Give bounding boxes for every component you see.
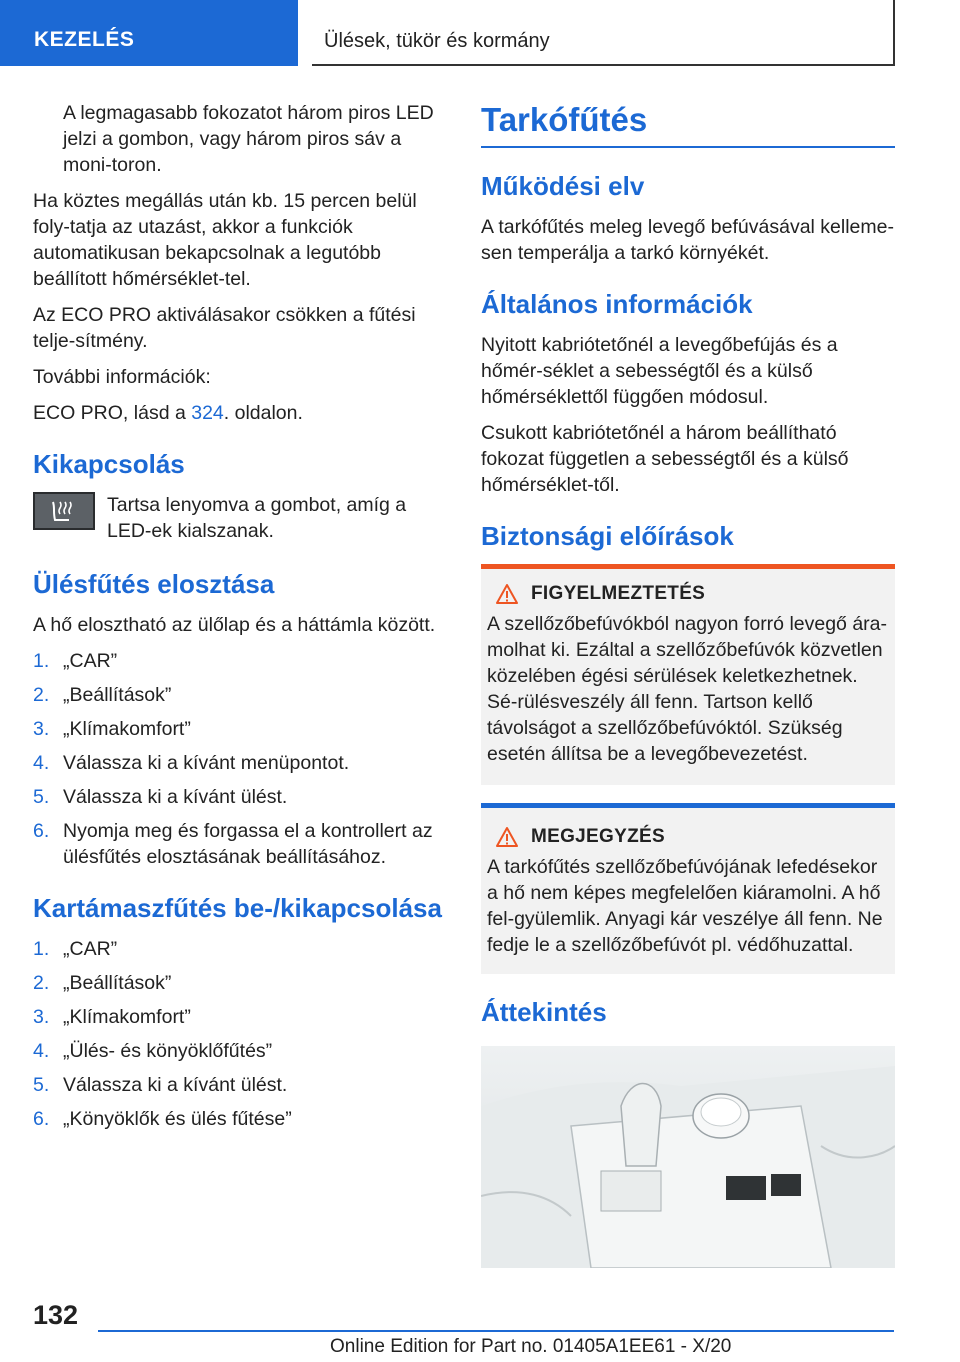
note-triangle-icon bbox=[495, 826, 519, 848]
left-column bbox=[33, 100, 447, 1140]
warning-box bbox=[481, 564, 895, 785]
list-item: 3. „Klímakomfort” bbox=[33, 1006, 191, 1028]
page-number: 132 bbox=[33, 1300, 79, 1330]
list-item: 4. Válassza ki a kívánt menüpontot. bbox=[33, 752, 350, 774]
list-item: 6. Nyomja meg és forgassa el a kontrollert az ülésfűtés elosztásának beállításához. bbox=[33, 820, 433, 868]
heading-general: Általános információk bbox=[481, 289, 753, 319]
general-text-open: Nyitott kabriótetőnél a levegőbefújás és a hőmér-séklet a sebességtől és a külső hőmérséklettől függően módosul. bbox=[481, 334, 838, 408]
note-label: MEGJEGYZÉS bbox=[531, 826, 665, 847]
header-section-label: KEZELÉS bbox=[34, 28, 135, 51]
warning-text: A szellőzőbefúvókból nagyon forró levegő ára-molhat ki. Ezáltal a szellőzőbefúvók közvetlen közelében égési sérülések keletkezhetnek. Sé-rülésveszély áll fenn. Tartson kellő távolságot a szellőzőbefúvóktól. Szükség esetén állítsa be a levegőbevezetést. bbox=[487, 613, 887, 765]
list-item: 1. „CAR” bbox=[33, 650, 118, 672]
note-box bbox=[481, 803, 895, 974]
list-item: 5. Válassza ki a kívánt ülést. bbox=[33, 1074, 288, 1096]
heading-distribution: Ülésfűtés elosztása bbox=[33, 569, 275, 599]
armrest-steps bbox=[33, 936, 447, 1132]
note-text: A tarkófűtés szellőzőbefúvójának lefedésekor a hő nem képes megfelelően kiáramolni. A hő fel-gyülemlik. Anyagi kár veszélye áll fenn. Ne fedje le a szellőzőbefúvót pl. védőhuzattal. bbox=[487, 856, 883, 956]
right-column bbox=[481, 100, 895, 1268]
heading-overview: Áttekintés bbox=[481, 997, 607, 1027]
heading-principle: Működési elv bbox=[481, 171, 645, 201]
general-text-closed: Csukott kabriótetőnél a három beállítható fokozat független a sebességtől és a külső hőmérséklet-től. bbox=[481, 422, 849, 496]
header-section-tab bbox=[0, 0, 298, 66]
principle-text: A tarkófűtés meleg levegő befúvásával kelleme-sen temperálja a tarkó környékét. bbox=[481, 216, 894, 264]
warning-label: FIGYELMEZTETÉS bbox=[531, 583, 706, 604]
list-item: 5. Válassza ki a kívánt ülést. bbox=[33, 786, 288, 808]
list-item: 2. „Beállítások” bbox=[33, 684, 172, 706]
main-title: Tarkófűtés bbox=[481, 100, 895, 148]
list-item: 6. „Könyöklők és ülés fűtése” bbox=[33, 1108, 292, 1130]
footer-divider bbox=[98, 1330, 894, 1332]
paragraph-more-info: További információk: bbox=[33, 366, 211, 388]
heading-safety: Biztonsági előírások bbox=[481, 521, 734, 551]
console-overview-image bbox=[481, 1046, 895, 1268]
paragraph-eco: Az ECO PRO aktiválásakor csökken a fűtési telje-sítmény. bbox=[33, 304, 416, 352]
off-text: Tartsa lenyomva a gombot, amíg a LED-ek kialszanak. bbox=[107, 494, 407, 542]
header-chapter-label: Ülések, tükör és kormány bbox=[324, 30, 550, 52]
list-item: 1. „CAR” bbox=[33, 938, 118, 960]
header-chapter bbox=[312, 0, 895, 66]
paragraph-resume: Ha köztes megállás után kb. 15 percen belül foly-tatja az utazást, akkor a funkciók automatikusan bekapcsolnak a legutóbb beállított hőmérséklet-tel. bbox=[33, 190, 417, 290]
list-item: 2. „Beállítások” bbox=[33, 972, 172, 994]
paragraph-eco-ref: ECO PRO, lásd a 324. oldalon. bbox=[33, 402, 303, 424]
footer-edition: Online Edition for Part no. 01405A1EE61 - X/20 bbox=[330, 1336, 732, 1357]
warning-triangle-icon bbox=[495, 583, 519, 605]
list-item: 4. „Ülés- és könyöklőfűtés” bbox=[33, 1040, 273, 1062]
heading-armrest: Kartámaszfűtés be-/kikapcsolása bbox=[33, 893, 442, 923]
distribution-steps bbox=[33, 648, 447, 870]
off-instruction bbox=[33, 492, 447, 544]
seat-heating-button-icon bbox=[33, 492, 95, 530]
heading-off: Kikapcsolás bbox=[33, 449, 185, 479]
distribution-text: A hő elosztható az ülőlap és a háttámla között. bbox=[33, 614, 436, 636]
page-link-324[interactable]: 324 bbox=[191, 402, 224, 424]
list-item: 3. „Klímakomfort” bbox=[33, 718, 191, 740]
intro-indent-text: A legmagasabb fokozatot három piros LED jelzi a gombon, vagy három piros sáv a moni-toron. bbox=[63, 102, 434, 176]
